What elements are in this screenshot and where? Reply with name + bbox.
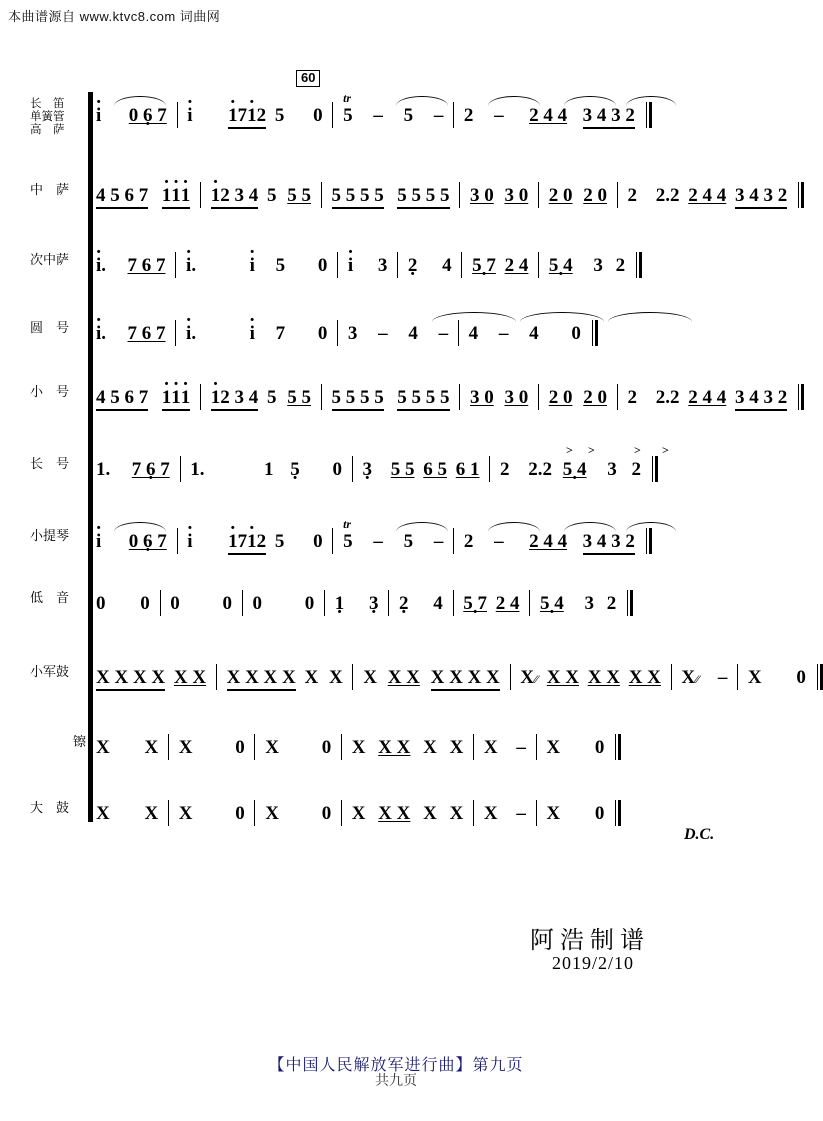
staff-row-bassdrum [0, 788, 792, 848]
staff-row-bass [0, 578, 792, 638]
staff-row-violin [0, 516, 792, 576]
part-label-midsax: 中 萨 [30, 182, 70, 197]
part-label-bass: 低 音 [30, 590, 70, 605]
staff-row-midsax [0, 172, 792, 232]
staff-row-trumpet [0, 372, 792, 432]
part-label-violin: 小提琴 [30, 528, 70, 543]
dc-marking: D.C. [684, 826, 715, 843]
staff-row-tenorsax [0, 240, 792, 300]
part-label-tenorsax: 次中萨 [30, 252, 70, 267]
music-line-midsax: 4 5 6 7 1 ·1 ·1 · 1 ·2 3 4 5 5 5 5 5 5 5 5 5 5 5 3 0 3 0 2 0 2 0 2 2.2 2 4 4 3 4 3 2 [96, 182, 736, 238]
staff-row-trombone [0, 444, 792, 504]
part-label-bassdrum: 大 鼓 [30, 800, 70, 815]
staff-row-snare [0, 652, 811, 712]
watermark-text: 本曲谱源自 www.ktvc8.com 词曲网 [8, 9, 221, 24]
staff-row-flute [0, 91, 792, 156]
arranger-credit: 阿浩制谱 [530, 927, 650, 954]
music-line-flute: i · 0 6 7 · i · 1 ·71 ·2 5 0 tr 5 – 5 – 2 – 2 4 4 3 4 3 2 [96, 102, 736, 158]
footer-page: 共九页 [375, 1072, 417, 1088]
part-label-snare: 小军鼓 [30, 664, 70, 679]
part-label-flute: 长 笛 单簧管 高 萨 [30, 98, 65, 136]
staff-row-horn [0, 308, 792, 368]
music-line-snare: X X X X X X X X X X X X X X X X X X X X⁄⁄ X X X X X X X⁄⁄ – X 0 [96, 664, 736, 720]
music-line-tenorsax: i ·. 7 6 7 i ·. i · 5 0 i · 3 2 · 4 5 7 · 2 4 5 4 · 3 2 [96, 252, 736, 308]
music-line-bassdrum: X X X 0 X 0 X X X X X X – X 0 [96, 800, 736, 856]
credit-date: 2019/2/10 [552, 953, 635, 973]
staff-row-cymbal [0, 722, 792, 782]
part-label-trumpet: 小 号 [30, 384, 70, 399]
music-line-trombone: 1. 7 6 7 · 1. 1 5 · 0 3 · 5 5 6 5 6 1 2 2.2 5 4 · 3 2 > > > > [96, 456, 736, 512]
music-line-violin: i · 0 6 7 · i · 1 ·71 ·2 5 0 tr 5 – 5 – 2 – 2 4 4 3 4 3 2 [96, 528, 736, 584]
music-line-trumpet: 4 5 6 7 1 ·1 ·1 · 1 ·2 3 4 5 5 5 5 5 5 5 5 5 5 5 3 0 3 0 2 0 2 0 2 2.2 2 4 4 3 4 3 2 [96, 384, 736, 440]
part-label-horn: 圆 号 [30, 320, 70, 335]
part-label-cymbal: 镲 [72, 734, 86, 749]
rehearsal-mark: 60 [296, 70, 320, 87]
music-line-cymbal: X X X 0 X 0 X X X X X X – X 0 [96, 734, 736, 790]
music-line-bass: 0 0 0 0 0 0 1 · 3 · 2 · 4 5 7 · 2 4 5 4 · 3 2 [96, 590, 736, 646]
footer-title: 【中国人民解放军进行曲】第九页 [268, 1057, 524, 1074]
music-line-horn: i ·. 7 6 7 i ·. i · 7 0 3 – 4 – 4 – 4 0 [96, 320, 736, 376]
part-label-trombone: 长 号 [30, 456, 70, 471]
